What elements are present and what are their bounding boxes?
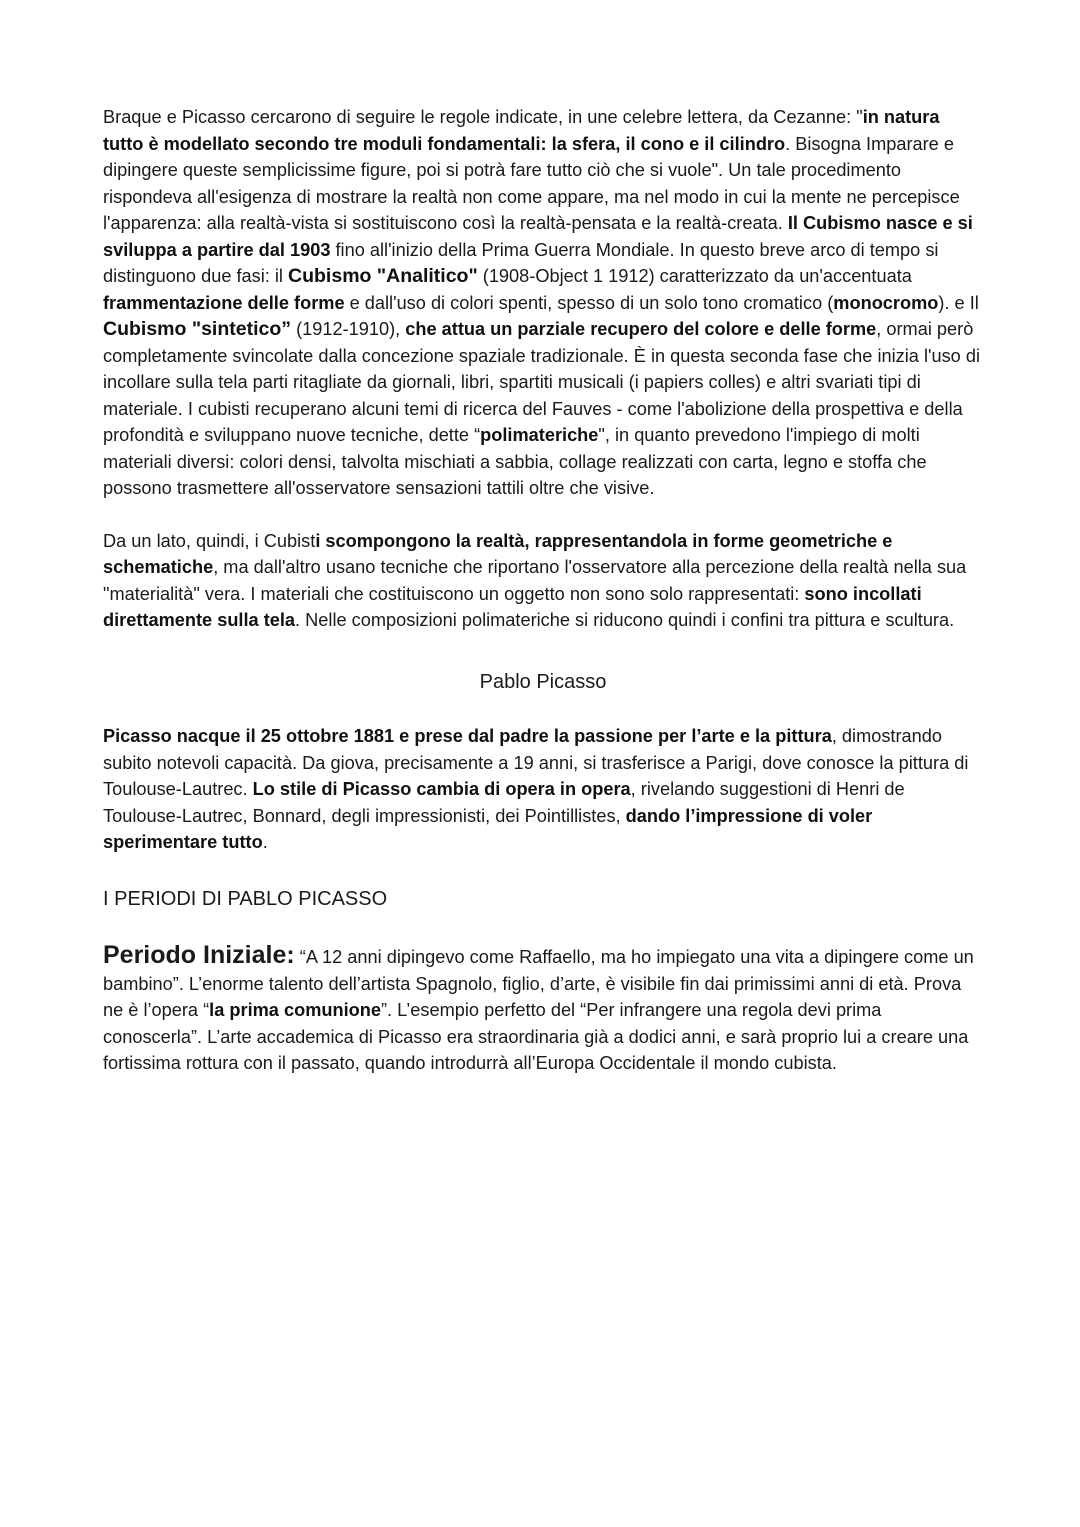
text-run: , dimostrando subito notevoli capacità. Da giova, precisamente a 19 anni, si trasferisce a Parigi, dove conosce la pittura di Toulouse-Lautrec. (103, 726, 969, 799)
document-page (103, 104, 983, 1077)
bold-text-run: monocromo (833, 292, 939, 313)
paragraph-cubismo-intro (103, 104, 983, 502)
text-run: , rivelando suggestioni di Henri de Toulouse-Lautrec, Bonnard, degli impressionisti, dei Pointillistes, (103, 779, 905, 826)
text-run: e dall'uso di colori spenti, spesso di un solo tono cromatico ( (344, 292, 834, 313)
bold-text-run: in natura tutto è modellato secondo tre moduli fondamentali: la sfera, il cono e il cilindro (103, 107, 940, 154)
text-run: “A 12 anni dipingevo come Raffaello, ma ho impiegato una vita a dipingere come un bambino”. L’enorme talento dell’artista Spagnolo, figlio, d’arte, è visibile fin dai primissimi anni di età. Prova ne è l’opera “ (103, 947, 974, 1020)
text-run: . (262, 832, 268, 852)
bold-text-run: Picasso nacque il 25 ottobre 1881 e prese dal padre la passione per l’arte e la pittura (103, 726, 832, 746)
paragraph-periodo-iniziale (103, 942, 983, 1077)
bold-text-run: Cubismo "Analitico" (288, 265, 478, 287)
bold-text-run: la prima comunione (209, 1000, 381, 1020)
bold-text-run: polimateriche (480, 425, 599, 445)
text-run: ). e Il (938, 292, 979, 313)
text-run: (1912-1910), (291, 319, 406, 339)
bold-text-run: dando l’impressione di voler sperimentare tutto (103, 805, 873, 852)
text-run: fino all'inizio della Prima Guerra Mondiale. In questo breve arco di tempo si distinguono due fasi: il (103, 239, 939, 286)
text-run: . Bisogna Imparare e dipingere queste semplicissime figure, poi si potrà fare tutto ciò che si vuole". Un tale procedimento rispondeva all'esigenza di mostrare la realtà non come appare, ma nel modo in cui la mente ne percepisce l'apparenza: alla realtà-vista si sostituiscono così la realtà-pensata e la realtà-creata. (103, 133, 960, 233)
text-run: (1908-Object 1 1912) caratterizzato da un'accentuata (477, 266, 912, 286)
text-run: Da un lato, quindi, i Cubist (103, 530, 316, 551)
text-run: ", in quanto prevedono l'impiego di molti materiali diversi: colori densi, talvolta mischiati a sabbia, collage realizzati con carta, legno e stoffa che possono trasmettere all'osservatore sensazioni tattili oltre che visive. (103, 425, 927, 498)
bold-text-run: Lo stile di Picasso cambia di opera in opera (252, 779, 631, 799)
text-run: , ormai però completamente svincolate dalla concezione spaziale tradizionale. È in questa seconda fase che inizia l'uso di incollare sulla tela parti ritagliate da giornali, libri, spartiti musicali (i papiers colles) e altri svariati tipi di materiale. I cubisti recuperano alcuni temi di ricerca del Fauves - come l'abolizione della prospettiva e della profondità e sviluppano nuove tecniche, dette “ (103, 319, 980, 445)
paragraph-cubismo-materialita (103, 528, 983, 634)
text-run: ”. L’esempio perfetto del “Per infrangere una regola devi prima conoscerla”. L’arte accademica di Picasso era straordinaria già a dodici anni, e sarà proprio lui a creare una fortissima rottura con il passato, quando introdurrà all’Europa Occidentale il mondo cubista. (103, 1000, 969, 1073)
bold-text-run: frammentazione delle forme (103, 292, 345, 313)
bold-text-run: sono incollati direttamente sulla tela (103, 583, 922, 630)
text-run: Braque e Picasso cercarono di seguire le regole indicate, in une celebre lettera, da Cezanne: " (103, 107, 863, 127)
bold-text-run: Cubismo "sintetico” (103, 318, 292, 340)
periods-heading: I PERIODI DI PABLO PICASSO (103, 887, 388, 910)
section-title: Pablo Picasso (479, 670, 607, 693)
text-run: . Nelle composizioni polimateriche si riducono quindi i confini tra pittura e scultura. (295, 610, 955, 630)
bold-text-run: Il Cubismo nasce e si sviluppa a partire dal 1903 (103, 213, 973, 260)
bold-text-run: che attua un parziale recupero del colore e delle forme (405, 319, 877, 339)
period-title: Periodo Iniziale: (103, 941, 295, 969)
paragraph-picasso-bio (103, 723, 983, 856)
text-run: , ma dall'altro usano tecniche che riportano l'osservatore alla percezione della realtà nella sua "materialità" vera. I materiali che costituiscono un oggetto non sono solo rappresentati: (103, 557, 967, 604)
bold-text-run: i scompongono la realtà, rappresentandola in forme geometriche e schematiche (103, 530, 893, 577)
